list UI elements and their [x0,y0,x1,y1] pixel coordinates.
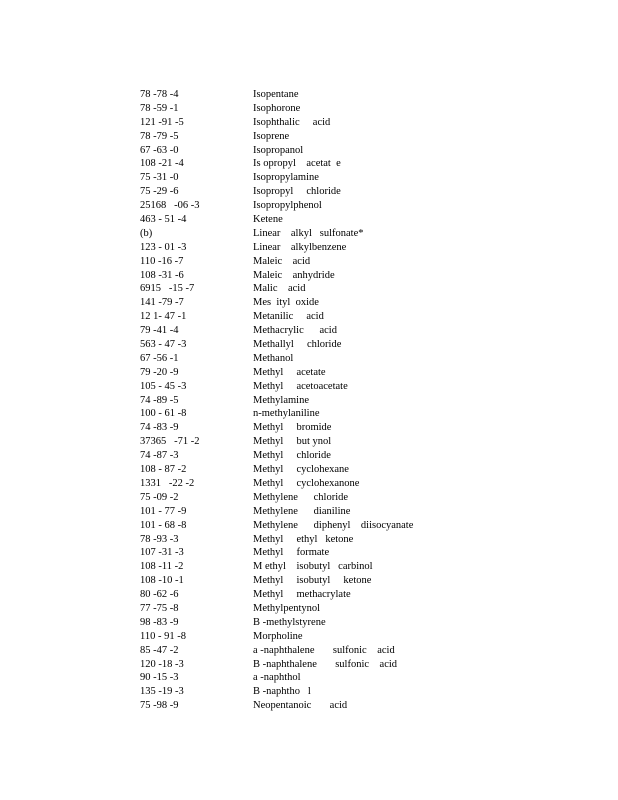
chemical-name: Methyl ethyl ketone [253,533,354,545]
chemical-name: Neopentanoic acid [253,700,348,712]
table-row [140,658,580,672]
cas-number: 108 -21 -4 [140,158,184,170]
table-row [140,671,580,685]
table-row [140,435,580,449]
table-row [140,685,580,699]
table-row [140,185,580,199]
table-row [140,366,580,380]
cas-number: 67 -56 -1 [140,352,179,364]
cas-number: 74 -89 -5 [140,394,179,406]
cas-number: 75 -31 -0 [140,172,179,184]
table-row [140,352,580,366]
cas-number: 12 1- 47 -1 [140,311,187,323]
cas-number: 141 -79 -7 [140,297,184,309]
chemical-name: Methyl but ynol [253,436,332,448]
chemical-name: Methyl acetoacetate [253,380,348,392]
chemical-name: Methylamine [253,394,309,406]
cas-number: 105 - 45 -3 [140,380,187,392]
chemical-name: Methyl isobutyl ketone [253,575,372,587]
chemical-name: Methyl bromide [253,422,332,434]
table-row [140,407,580,421]
table-row [140,463,580,477]
chemical-name: Is opropyl acetat e [253,158,341,170]
cas-number: 121 -91 -5 [140,116,184,128]
table-row [140,588,580,602]
table-row [140,227,580,241]
chemical-name: Isophthalic acid [253,116,331,128]
table-row [140,282,580,296]
table-row [140,88,580,102]
cas-number: 135 -19 -3 [140,686,184,698]
chemical-name: Linear alkylbenzene [253,241,347,253]
chemical-name: Isoprene [253,130,290,142]
chemical-name: Methyl methacrylate [253,589,351,601]
chemical-name: B -naphthalene sulfonic acid [253,658,398,670]
table-row [140,394,580,408]
cas-number: 75 -98 -9 [140,700,179,712]
cas-number: 85 -47 -2 [140,644,179,656]
cas-number: 6915 -15 -7 [140,283,195,295]
table-row [140,421,580,435]
table-row [140,449,580,463]
cas-number: 463 - 51 -4 [140,214,187,226]
chemical-name: B -methylstyrene [253,616,326,628]
chemical-name: Methylene dianiline [253,505,351,517]
table-row [140,630,580,644]
table-row [140,102,580,116]
table-row [140,130,580,144]
cas-number: (b) [140,227,153,239]
cas-number: 120 -18 -3 [140,658,184,670]
cas-number: 79 -20 -9 [140,366,179,378]
cas-number: 79 -41 -4 [140,325,179,337]
table-row [140,519,580,533]
table-row [140,296,580,310]
cas-number: 37365 -71 -2 [140,436,200,448]
chemical-name: Malic acid [253,283,306,295]
chemical-name: a -naphthol [253,672,301,684]
cas-number: 107 -31 -3 [140,547,184,559]
chemical-name: a -naphthalene sulfonic acid [253,644,395,656]
cas-number: 108 -10 -1 [140,575,184,587]
table-row [140,574,580,588]
chemical-name: Methyl formate [253,547,330,559]
cas-number: 75 -29 -6 [140,186,179,198]
table-row [140,491,580,505]
chemical-name: Methallyl chloride [253,339,342,351]
table-row [140,699,580,713]
table-row [140,644,580,658]
chemical-name: Methanol [253,352,294,364]
cas-number: 78 -78 -4 [140,89,179,100]
cas-number: 78 -59 -1 [140,102,179,114]
table-row [140,255,580,269]
chemical-name: B -naphtho l [253,686,311,698]
chemical-name: Morpholine [253,630,303,642]
chemical-name: Methylene chloride [253,491,349,503]
chemical-name: Methyl cyclohexanone [253,477,360,489]
cas-number: 74 -87 -3 [140,450,179,462]
table-row [140,546,580,560]
cas-number: 563 - 47 -3 [140,339,187,351]
cas-number: 108 -31 -6 [140,269,184,281]
chemical-name: n-methylaniline [253,408,320,420]
cas-number: 77 -75 -8 [140,602,179,614]
cas-number: 98 -83 -9 [140,616,179,628]
chemical-name: Methyl cyclohexane [253,464,349,476]
cas-number: 80 -62 -6 [140,589,179,601]
chemical-list [140,88,580,713]
chemical-name: Isophorone [253,102,301,114]
table-row [140,477,580,491]
cas-number: 110 - 91 -8 [140,630,186,642]
cas-number: 90 -15 -3 [140,672,179,684]
table-row [140,171,580,185]
cas-number: 75 -09 -2 [140,491,179,503]
table-row [140,616,580,630]
cas-number: 100 - 61 -8 [140,408,187,420]
table-row [140,269,580,283]
table-row [140,144,580,158]
cas-number: 25168 -06 -3 [140,200,200,212]
chemical-name: Metanilic acid [253,311,324,323]
cas-number: 110 -16 -7 [140,255,184,267]
cas-number: 123 - 01 -3 [140,241,187,253]
table-row [140,241,580,255]
table-row [140,157,580,171]
cas-number: 78 -79 -5 [140,130,179,142]
chemical-name: Methylene diphenyl diisocyanate [253,519,414,531]
cas-number: 74 -83 -9 [140,422,179,434]
chemical-name: Mes ityl oxide [253,297,319,309]
cas-number: 108 -11 -2 [140,561,184,573]
chemical-name: M ethyl isobutyl carbinol [253,561,373,573]
table-row [140,560,580,574]
table-row [140,505,580,519]
chemical-name: Isopropylphenol [253,200,322,212]
table-row [140,116,580,130]
cas-number: 101 - 68 -8 [140,519,187,531]
cas-number: 67 -63 -0 [140,144,179,156]
cas-number: 101 - 77 -9 [140,505,187,517]
table-row [140,310,580,324]
chemical-name: Isopentane [253,89,299,100]
cas-number: 1331 -22 -2 [140,477,195,489]
chemical-name: Methacrylic acid [253,325,337,337]
table-row [140,324,580,338]
chemical-name: Maleic anhydride [253,269,335,281]
cas-number: 108 - 87 -2 [140,464,187,476]
cas-number: 78 -93 -3 [140,533,179,545]
chemical-name: Isopropanol [253,144,304,156]
table-row [140,533,580,547]
chemical-name: Methyl chloride [253,450,331,462]
chemical-name: Ketene [253,214,283,226]
chemical-name: Maleic acid [253,255,311,267]
chemical-name: Methylpentynol [253,602,321,614]
table-row [140,380,580,394]
chemical-name: Isopropyl chloride [253,186,341,198]
chemical-name: Isopropylamine [253,172,319,184]
chemical-name: Methyl acetate [253,366,326,378]
table-row [140,199,580,213]
table-row [140,602,580,616]
chemical-name: Linear alkyl sulfonate* [253,227,364,239]
table-row [140,213,580,227]
table-row [140,338,580,352]
